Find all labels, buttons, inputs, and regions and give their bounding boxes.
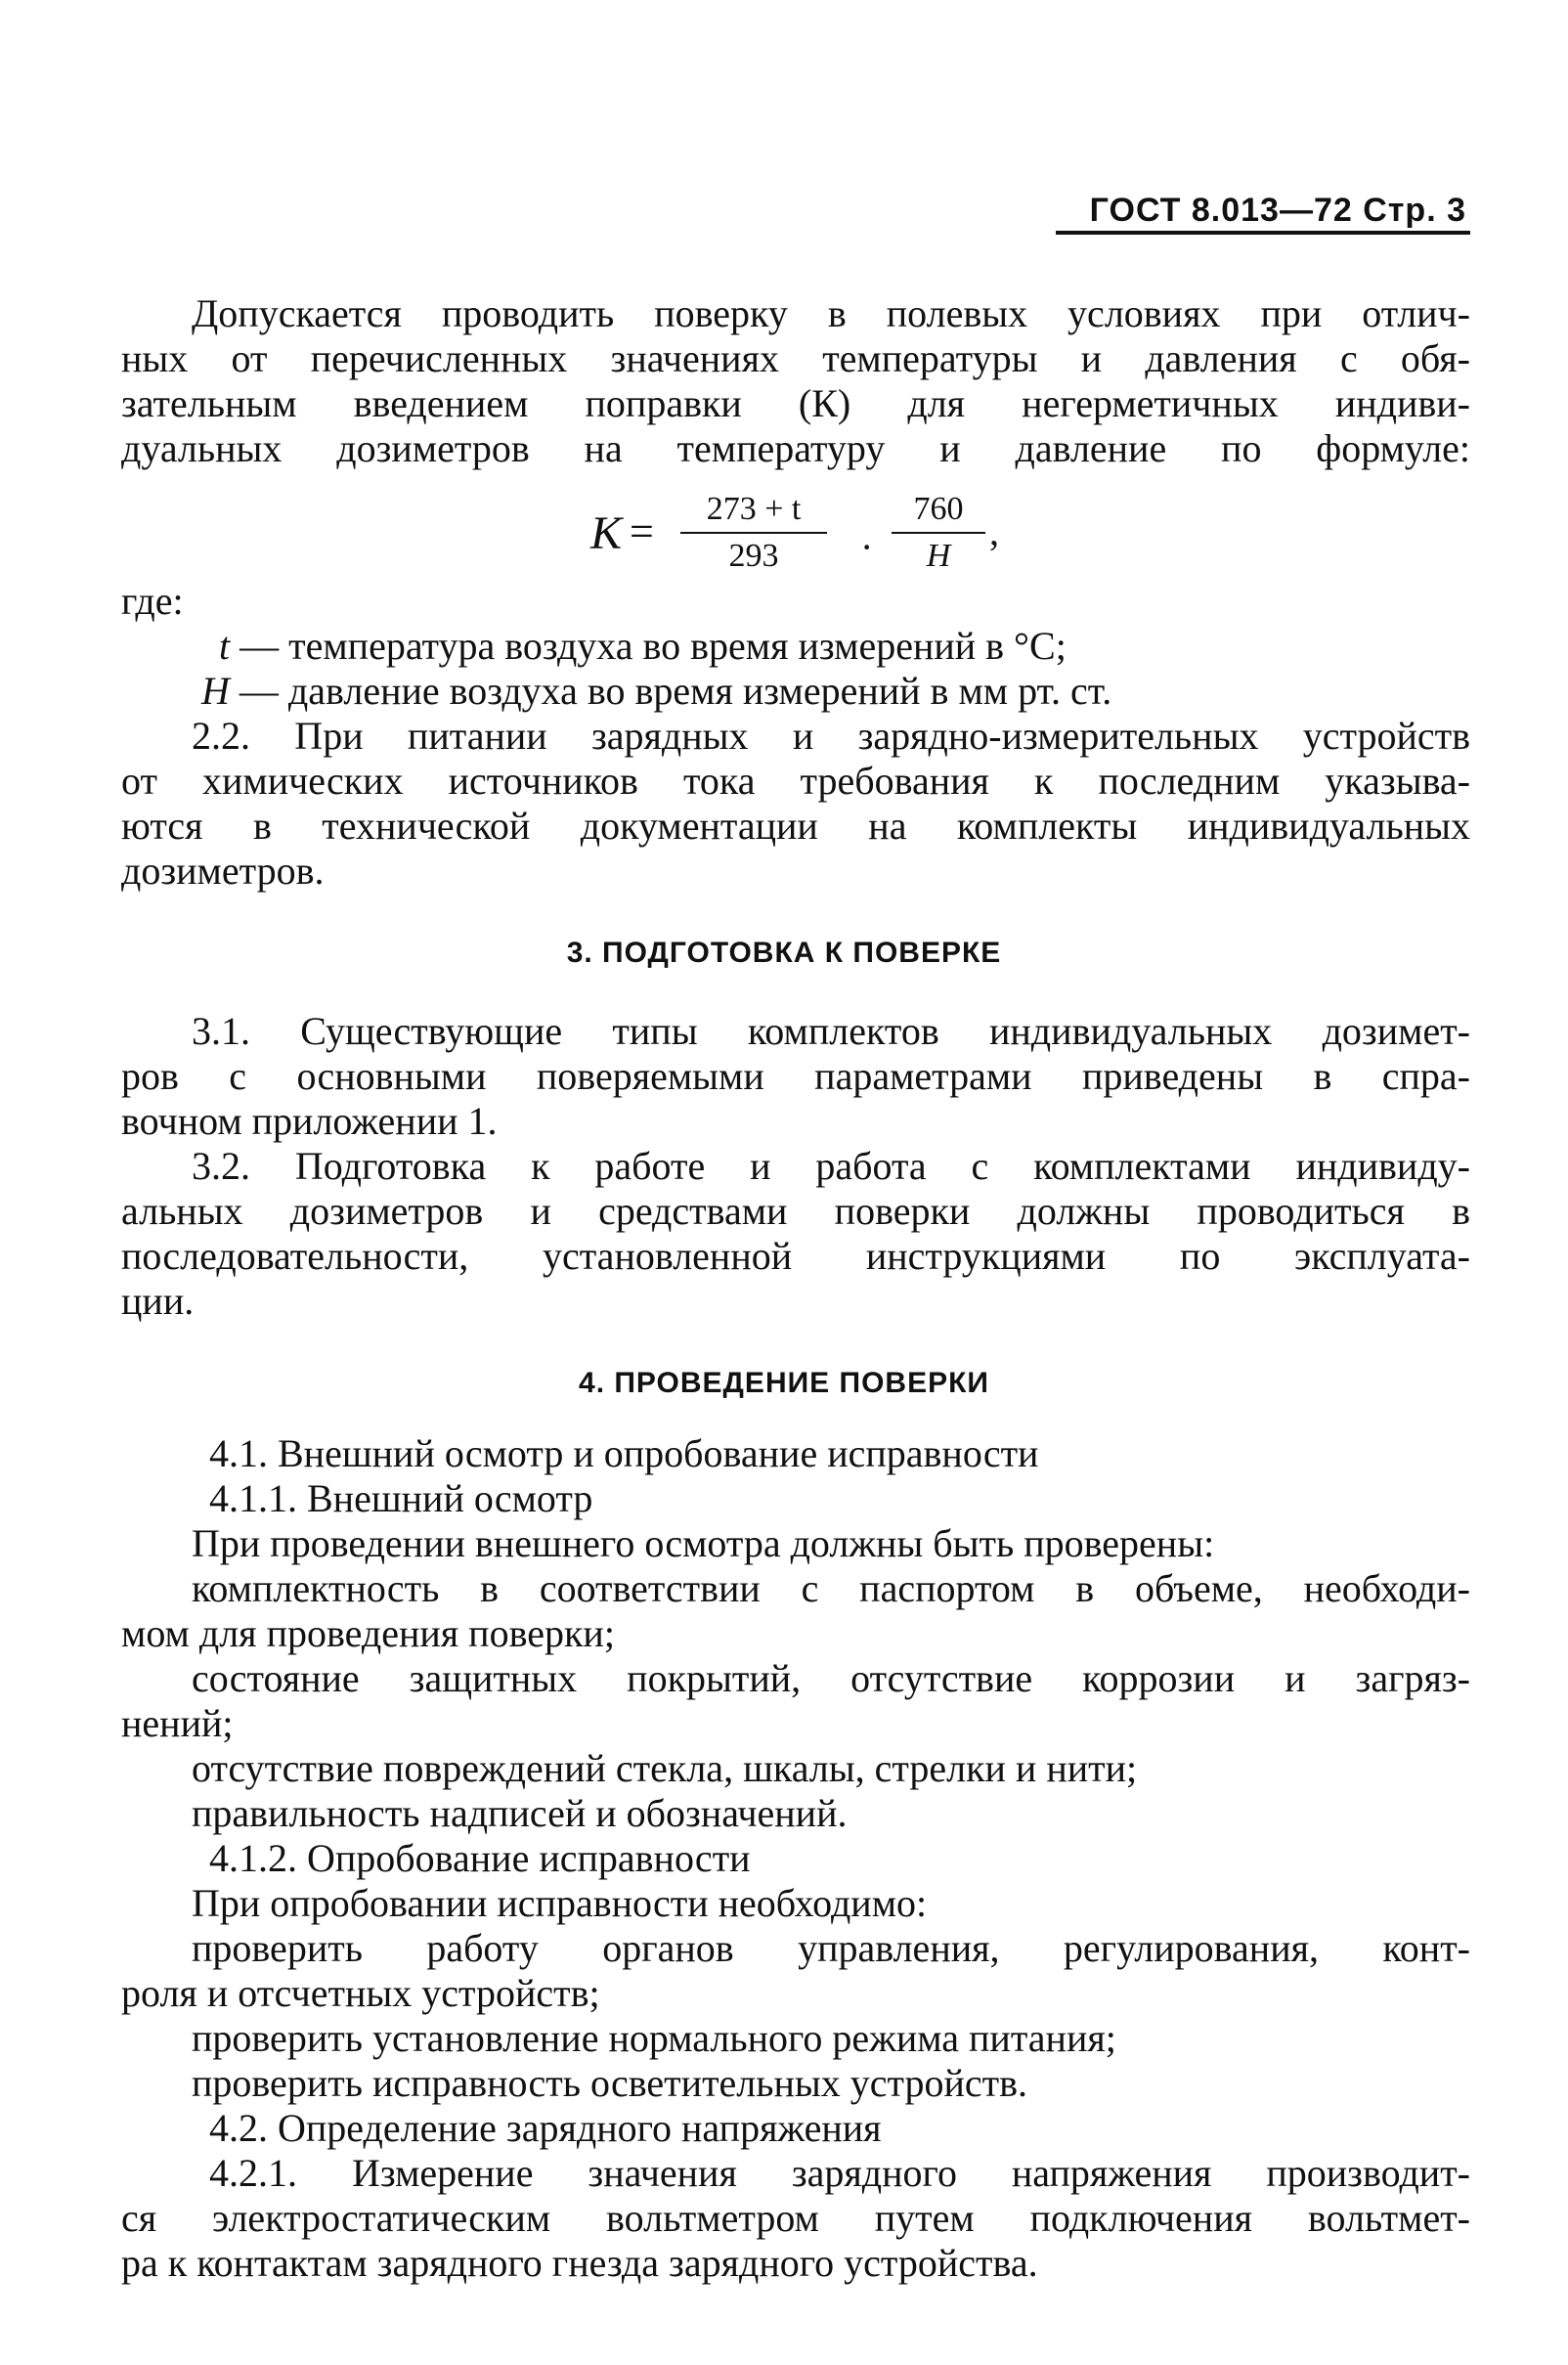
- text-line: отсутствие повреждений стекла, шкалы, стрелки и нити;: [192, 1746, 1138, 1790]
- text-line: При опробовании исправности необходимо:: [192, 1881, 928, 1925]
- text-line: правильность надписей и обозначений.: [192, 1791, 848, 1835]
- text-line: ются в технической документации на комплекты индивидуальных: [121, 804, 1470, 848]
- text-line: ся электростатическим вольтметром путем подключения вольтмет-: [121, 2196, 1470, 2240]
- text-line: ра к контактам зарядного гнезда зарядного устройства.: [121, 2241, 1038, 2285]
- header-rule: [1056, 231, 1470, 235]
- fraction-1-bar: [680, 532, 827, 534]
- fraction-2-bar: [892, 532, 985, 534]
- text-line: 4.1.2. Опробование исправности: [209, 1836, 751, 1880]
- formula-equals: =: [630, 507, 654, 555]
- section-4-heading: 4. ПРОВЕДЕНИЕ ПОВЕРКИ: [579, 1367, 989, 1399]
- text-line: мом для проведения поверки;: [121, 1611, 615, 1655]
- text-line: 2.2. При питании зарядных и зарядно-измерительных устройств: [192, 714, 1470, 758]
- definition-t-text: — температура воздуха во время измерений в °С;: [230, 624, 1067, 668]
- text-line: проверить исправность осветительных устройств.: [192, 2061, 1028, 2105]
- text-line: последовательности, установленной инструкциями по эксплуата-: [121, 1234, 1470, 1278]
- text-line: нений;: [121, 1701, 234, 1745]
- text-line: вочном приложении 1.: [121, 1099, 498, 1143]
- text-line: 4.1. Внешний осмотр и опробование исправности: [209, 1431, 1039, 1475]
- text-line: 4.2. Определение зарядного напряжения: [209, 2106, 882, 2150]
- text-line: 4.2.1. Измерение значения зарядного напряжения производит-: [209, 2151, 1470, 2195]
- formula-fraction-1: [680, 489, 827, 577]
- fraction-1-numerator: 273 + t: [706, 491, 802, 527]
- text-line: 3.2. Подготовка к работе и работа с комплектами индивиду-: [192, 1144, 1470, 1188]
- text-line: альных дозиметров и средствами поверки должны проводиться в: [121, 1189, 1470, 1233]
- definition-t: [219, 624, 1067, 669]
- text-line: Допускается проводить поверку в полевых условиях при отлич-: [192, 291, 1470, 335]
- text-line: дуальных дозиметров на температуру и давление по формуле:: [121, 426, 1470, 470]
- where-label: где:: [121, 579, 184, 623]
- text-line: проверить работу органов управления, регулирования, конт-: [192, 1926, 1470, 1970]
- text-line: При проведении внешнего осмотра должны быть проверены:: [192, 1521, 1215, 1565]
- formula-fraction-2: [892, 489, 985, 577]
- formula-comma: ,: [989, 509, 999, 553]
- fraction-2-denominator: H: [926, 538, 951, 574]
- formula-lhs: K: [590, 507, 623, 559]
- text-line: от химических источников тока требования к последним указыва-: [121, 759, 1470, 803]
- text-line: проверить установление нормального режима питания;: [192, 2016, 1116, 2060]
- text-line: ции.: [121, 1279, 195, 1323]
- variable-h: H: [201, 669, 230, 713]
- section-3-heading: 3. ПОДГОТОВКА К ПОВЕРКЕ: [566, 937, 1002, 969]
- text-line: комплектность в соответствии с паспортом в объеме, необходи-: [192, 1566, 1470, 1610]
- definition-h: [201, 669, 1111, 714]
- variable-t: t: [219, 624, 231, 668]
- text-line: роля и отсчетных устройств;: [121, 1971, 600, 2015]
- text-line: состояние защитных покрытий, отсутствие коррозии и загряз-: [192, 1656, 1470, 1700]
- text-line: зательным введением поправки (К) для негерметичных индиви-: [121, 381, 1470, 425]
- definition-h-text: — давление воздуха во время измерений в мм рт. ст.: [229, 669, 1112, 713]
- formula-multiply-dot: ·: [860, 525, 874, 569]
- page-header: ГОСТ 8.013—72 Стр. 3: [1089, 192, 1466, 229]
- fraction-2-numerator: 760: [913, 491, 964, 527]
- text-line: 3.1. Существующие типы комплектов индивидуальных дозимет-: [192, 1009, 1470, 1053]
- text-line: ров с основными поверяемыми параметрами приведены в спра-: [121, 1054, 1470, 1098]
- fraction-1-denominator: 293: [728, 538, 779, 574]
- text-line: дозиметров.: [121, 849, 325, 893]
- text-line: 4.1.1. Внешний осмотр: [209, 1476, 593, 1520]
- text-line: ных от перечисленных значениях температуры и давления с обя-: [121, 336, 1470, 380]
